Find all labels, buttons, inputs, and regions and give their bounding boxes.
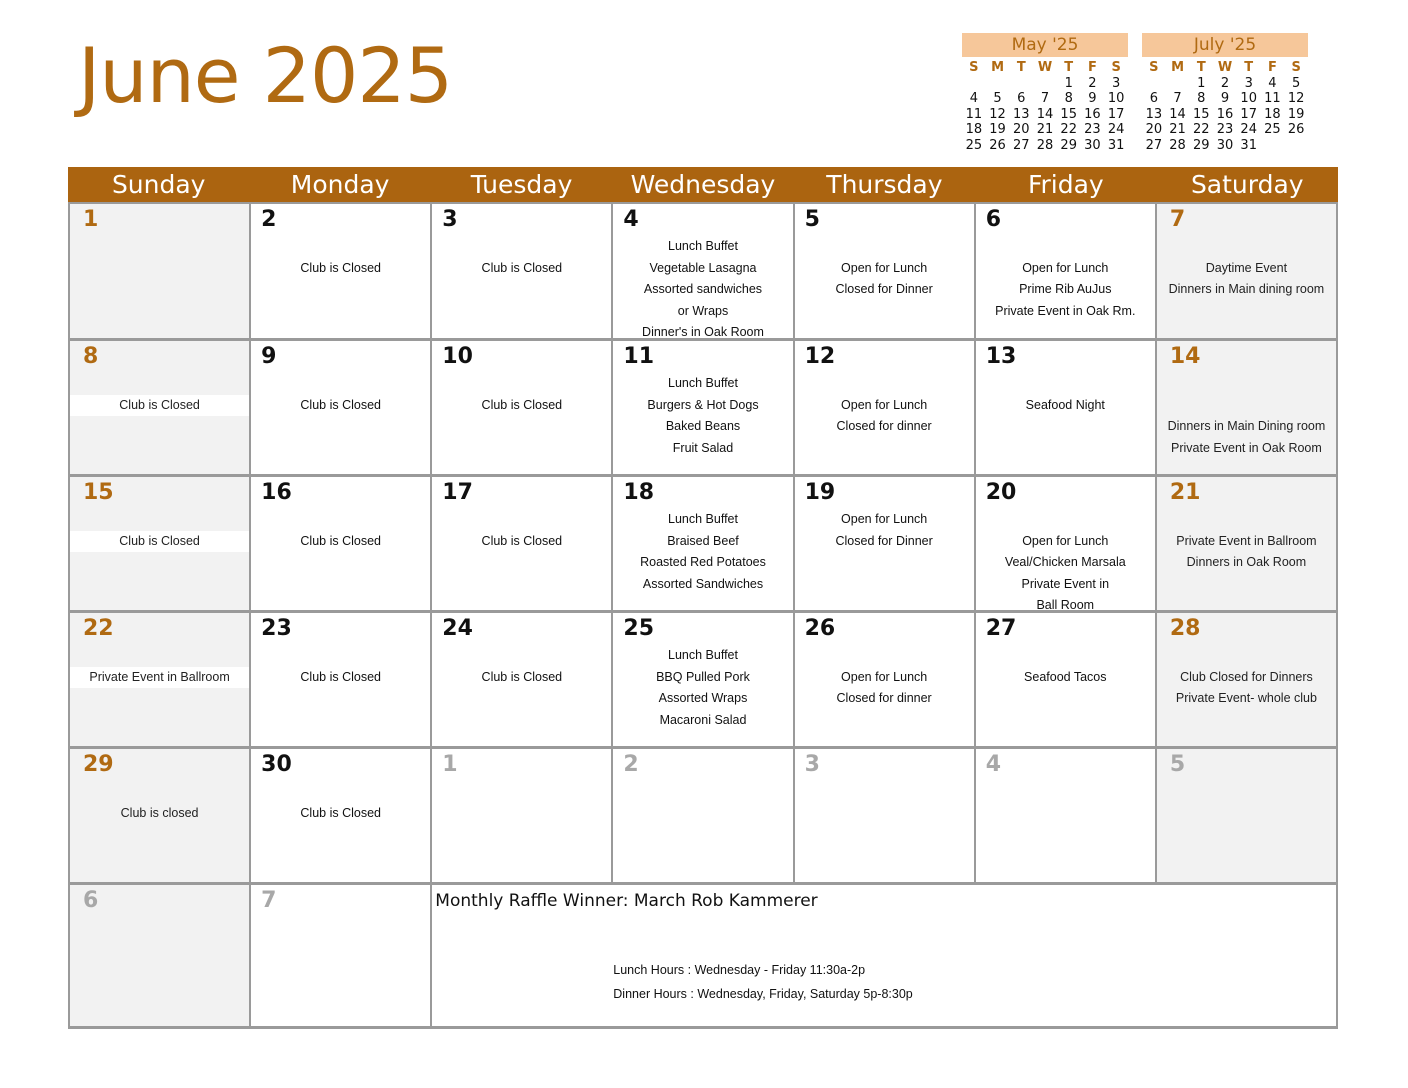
day-events — [976, 258, 1155, 323]
day-events — [432, 258, 611, 280]
mini-day: 28 — [1169, 137, 1186, 153]
day-number: 10 — [442, 344, 473, 369]
day-cell[interactable] — [251, 477, 432, 613]
event-line: Club is Closed — [300, 669, 381, 684]
day-number: 12 — [804, 344, 836, 369]
day-number: 22 — [83, 616, 114, 641]
mini-day: 15 — [1060, 106, 1077, 122]
day-cell[interactable] — [795, 202, 976, 341]
mini-weekday-label: T — [1064, 60, 1074, 75]
day-cell[interactable] — [70, 885, 251, 1026]
event-line: Open for Lunch — [841, 260, 928, 275]
mini-weekday-label: M — [1171, 60, 1185, 75]
day-cell[interactable] — [70, 613, 251, 749]
event-line: or Wraps — [677, 303, 729, 318]
day-number: 2 — [623, 752, 639, 777]
day-events — [976, 395, 1155, 417]
day-cell[interactable] — [613, 749, 794, 885]
mini-day: 20 — [1145, 122, 1163, 138]
day-cell[interactable] — [1157, 477, 1338, 613]
mini-weekday-label: F — [1267, 60, 1277, 75]
day-number: 7 — [1169, 207, 1186, 232]
day-cell[interactable] — [795, 613, 976, 749]
mini-day: 17 — [1240, 106, 1257, 122]
event-line: Prime Rib AuJus — [1019, 282, 1112, 296]
day-events — [432, 667, 611, 689]
mini-day: 29 — [1060, 137, 1077, 153]
mini-day: 1 — [1197, 76, 1206, 91]
day-cell[interactable] — [70, 202, 251, 341]
mini-day — [1166, 76, 1190, 91]
day-number: 26 — [804, 616, 836, 641]
day-cell[interactable] — [976, 613, 1157, 749]
event-line: Lunch Buffet — [668, 648, 738, 662]
mini-day: 11 — [965, 106, 983, 122]
mini-day: 2 — [1220, 76, 1230, 91]
day-cell[interactable] — [432, 477, 613, 613]
event-line: Seafood Night — [1025, 397, 1105, 412]
mini-day: 24 — [1240, 122, 1257, 138]
day-number: 4 — [985, 752, 1002, 777]
day-cell[interactable] — [251, 749, 432, 885]
day-number: 5 — [804, 207, 820, 232]
mini-day: 18 — [965, 122, 983, 138]
day-cell[interactable] — [251, 613, 432, 749]
mini-day: 12 — [1287, 91, 1305, 107]
month-calendar — [68, 167, 1338, 1029]
mini-calendar-title: July '25 — [1142, 33, 1308, 57]
mini-day: 7 — [1173, 91, 1182, 107]
event-line: Seafood Tacos — [1024, 669, 1107, 684]
mini-calendar-weekdays — [1142, 59, 1308, 76]
day-cell[interactable] — [976, 341, 1157, 477]
event-line: Club is Closed — [481, 397, 563, 412]
day-cell[interactable] — [1157, 749, 1338, 885]
day-events — [432, 395, 611, 417]
event-line: Private Event in — [1021, 576, 1110, 591]
day-cell[interactable] — [1157, 341, 1338, 477]
day-number: 30 — [261, 752, 292, 777]
day-number: 9 — [261, 344, 277, 369]
mini-day: 8 — [1197, 91, 1206, 107]
day-number: 29 — [83, 752, 114, 777]
day-events — [613, 373, 792, 459]
mini-day: 26 — [989, 137, 1006, 153]
mini-day: 23 — [1216, 122, 1234, 138]
mini-weekday-label: T — [1196, 60, 1206, 75]
mini-day: 30 — [1084, 137, 1101, 153]
mini-day: 22 — [1193, 122, 1210, 138]
mini-day — [962, 76, 986, 91]
mini-weekday-label: S — [1291, 60, 1301, 75]
event-line: Fruit Salad — [672, 440, 734, 455]
day-cell[interactable] — [1157, 202, 1338, 341]
mini-day: 10 — [1240, 91, 1257, 107]
event-line: Private Event in Ballroom — [1176, 533, 1317, 548]
event-line: Private Event in Oak Room — [1171, 440, 1322, 455]
dinner-hours-text: Dinner Hours : Wednesday, Friday, Saturday 5p-8:30p — [613, 987, 913, 1001]
event-line: Private Event in Ballroom — [70, 667, 249, 689]
event-line: Private Event in Oak Rm. — [995, 303, 1136, 318]
day-events — [976, 667, 1155, 689]
event-line: Dinner's in Oak Room — [642, 325, 764, 339]
event-line: Club is Closed — [300, 260, 381, 275]
event-line: Open for Lunch — [1022, 533, 1109, 548]
event-line: Club is Closed — [481, 669, 563, 684]
mini-day: 16 — [1084, 106, 1101, 122]
day-events — [795, 395, 974, 438]
mini-weekday-label: F — [1087, 60, 1097, 75]
mini-calendar-may — [962, 33, 1128, 153]
day-number: 7 — [261, 888, 277, 913]
mini-day: 18 — [1264, 106, 1281, 122]
event-line: Dinners in Main Dining room — [1167, 419, 1326, 433]
event-line: Closed for Dinner — [835, 533, 933, 548]
day-events — [251, 667, 430, 689]
mini-day: 29 — [1193, 137, 1210, 153]
event-line: Macaroni Salad — [659, 712, 747, 727]
day-number: 1 — [83, 207, 99, 232]
weekday-header-saturday: Saturday — [1190, 170, 1304, 199]
event-line: Open for Lunch — [841, 669, 928, 684]
mini-weekday-label: W — [1217, 60, 1233, 75]
mini-day: 19 — [989, 122, 1006, 138]
event-line: BBQ Pulled Pork — [656, 669, 750, 684]
mini-day: 28 — [1036, 137, 1054, 153]
event-line: Closed for dinner — [836, 691, 932, 705]
day-number: 28 — [1169, 616, 1201, 641]
day-cell[interactable] — [251, 885, 432, 1026]
raffle-winner-text: Monthly Raffle Winner: March Rob Kammerer — [435, 891, 818, 911]
mini-calendar-weekdays — [962, 59, 1128, 76]
day-events — [1157, 531, 1336, 574]
day-events — [1157, 667, 1336, 710]
weekday-header-monday: Monday — [290, 170, 390, 199]
day-number: 24 — [442, 616, 473, 641]
day-events — [70, 803, 249, 825]
mini-day: 6 — [1017, 91, 1026, 107]
mini-day: 15 — [1193, 106, 1210, 122]
mini-day: 22 — [1060, 122, 1077, 138]
event-line: Braised Beef — [667, 533, 739, 548]
notes-row — [68, 885, 1338, 1029]
mini-day: 3 — [1111, 76, 1121, 91]
day-number: 27 — [985, 616, 1017, 641]
mini-day: 11 — [1264, 91, 1281, 107]
day-number: 17 — [442, 480, 473, 505]
mini-day: 31 — [1107, 137, 1125, 153]
mini-weekday-label: S — [1149, 60, 1159, 75]
event-line: Club is Closed — [300, 805, 381, 820]
event-line: Open for Lunch — [1022, 260, 1109, 275]
day-number: 23 — [261, 616, 292, 641]
day-events — [251, 395, 430, 417]
day-number: 6 — [83, 888, 99, 913]
mini-day: 6 — [1149, 91, 1158, 107]
day-events — [613, 509, 792, 595]
day-cell[interactable] — [70, 749, 251, 885]
mini-weekday-label: T — [1016, 60, 1026, 75]
mini-day — [1142, 76, 1166, 91]
mini-day: 17 — [1107, 106, 1125, 122]
mini-day: 7 — [1040, 91, 1050, 107]
day-number: 19 — [804, 480, 836, 505]
day-number: 16 — [261, 480, 292, 505]
lunch-hours-text: Lunch Hours : Wednesday - Friday 11:30a-2p — [613, 963, 866, 977]
day-cell[interactable] — [432, 749, 613, 885]
day-events — [795, 667, 974, 710]
mini-weekday-label: S — [1111, 60, 1121, 75]
event-line: Open for Lunch — [841, 397, 928, 412]
page-title: June 2025 — [78, 31, 453, 120]
day-events — [251, 803, 430, 825]
mini-day: 31 — [1240, 137, 1257, 153]
day-number: 4 — [623, 207, 639, 232]
day-events — [1157, 258, 1336, 301]
day-events — [70, 667, 249, 689]
event-line: Lunch Buffet — [668, 512, 738, 526]
day-cell[interactable] — [976, 749, 1157, 885]
day-cell[interactable] — [613, 341, 794, 477]
day-cell[interactable] — [432, 202, 613, 341]
day-number: 5 — [1169, 752, 1186, 777]
event-line: Club is Closed — [481, 260, 563, 275]
mini-day: 27 — [1013, 137, 1030, 153]
mini-weekday-label: W — [1037, 60, 1053, 75]
event-line: Burgers & Hot Dogs — [647, 397, 759, 412]
mini-day: 21 — [1169, 122, 1186, 138]
mini-day — [1009, 76, 1033, 91]
event-line: Roasted Red Potatoes — [640, 555, 766, 569]
mini-day: 1 — [1064, 76, 1073, 91]
weekday-header-wednesday: Wednesday — [630, 170, 776, 199]
day-cell[interactable] — [976, 477, 1157, 613]
mini-day — [986, 76, 1010, 91]
day-cell[interactable] — [251, 341, 432, 477]
day-cell[interactable] — [795, 477, 976, 613]
day-cell[interactable] — [613, 477, 794, 613]
mini-calendar-july — [1142, 33, 1308, 153]
event-line: Assorted sandwiches — [643, 282, 763, 296]
mini-day: 16 — [1216, 106, 1234, 122]
event-line: Closed for Dinner — [835, 282, 933, 296]
day-events — [70, 395, 249, 417]
day-cell[interactable] — [795, 341, 976, 477]
day-cell[interactable] — [432, 341, 613, 477]
mini-day: 13 — [1013, 106, 1030, 122]
mini-day: 3 — [1244, 76, 1253, 91]
mini-weekday-label: S — [969, 60, 979, 75]
day-number: 13 — [985, 344, 1017, 369]
event-line: Club is Closed — [300, 397, 381, 412]
mini-calendar-days — [1142, 76, 1308, 153]
mini-day: 10 — [1107, 91, 1125, 107]
day-events — [795, 258, 974, 301]
day-events — [251, 258, 430, 280]
mini-day: 21 — [1036, 122, 1054, 138]
day-number: 11 — [623, 344, 655, 369]
day-number: 2 — [261, 207, 277, 232]
mini-day: 30 — [1216, 137, 1234, 153]
day-number: 25 — [623, 616, 655, 641]
day-number: 3 — [442, 207, 458, 232]
event-line: Assorted Wraps — [658, 691, 748, 705]
mini-day: 26 — [1287, 122, 1305, 138]
day-cell[interactable] — [613, 613, 794, 749]
event-line: Open for Lunch — [841, 512, 928, 526]
mini-day — [1033, 76, 1057, 91]
day-cell[interactable] — [976, 202, 1157, 341]
mini-day: 4 — [969, 91, 978, 107]
day-events — [976, 531, 1155, 617]
mini-day: 2 — [1088, 76, 1097, 91]
day-number: 3 — [804, 752, 820, 777]
mini-calendar-days — [962, 76, 1128, 153]
weekday-header-tuesday: Tuesday — [470, 170, 573, 199]
mini-day: 8 — [1064, 91, 1073, 107]
mini-weekday-label: T — [1244, 60, 1254, 75]
event-line: Dinners in Main dining room — [1168, 282, 1325, 296]
mini-day: 27 — [1145, 137, 1163, 153]
day-number: 15 — [83, 480, 114, 505]
day-number: 1 — [442, 752, 458, 777]
event-line: Lunch Buffet — [668, 239, 738, 253]
event-line: Closed for dinner — [836, 419, 932, 433]
event-line: Dinners in Oak Room — [1186, 555, 1307, 569]
event-line: Club is Closed — [70, 395, 249, 417]
mini-day: 25 — [1264, 122, 1281, 138]
day-number: 21 — [1169, 480, 1201, 505]
day-number: 14 — [1169, 344, 1201, 369]
event-line: Ball Room — [1036, 598, 1095, 612]
day-cell[interactable] — [251, 202, 432, 341]
day-events — [795, 509, 974, 552]
event-line: Assorted Sandwiches — [642, 576, 764, 591]
day-events — [613, 645, 792, 731]
mini-calendar-title: May '25 — [962, 33, 1128, 57]
mini-day: 24 — [1107, 122, 1125, 138]
weekday-header-friday: Friday — [1027, 170, 1104, 199]
day-cell[interactable] — [795, 749, 976, 885]
event-line: Club Closed for Dinners — [1180, 669, 1313, 684]
day-events — [70, 531, 249, 553]
mini-day: 9 — [1088, 91, 1097, 107]
event-line: Lunch Buffet — [668, 376, 738, 390]
weekday-header-thursday: Thursday — [826, 170, 943, 199]
event-line: Club is Closed — [481, 533, 563, 548]
day-number: 20 — [985, 480, 1017, 505]
mini-day: 13 — [1145, 106, 1163, 122]
weekday-header-sunday: Sunday — [111, 170, 206, 199]
event-line: Club is closed — [120, 805, 199, 820]
event-line: Baked Beans — [665, 419, 741, 433]
mini-day: 4 — [1268, 76, 1277, 91]
day-number: 6 — [985, 207, 1002, 232]
day-cell[interactable] — [70, 341, 251, 477]
notes-box — [432, 885, 1338, 1026]
day-events — [613, 236, 792, 344]
weekday-header-row — [68, 167, 1338, 202]
mini-day: 9 — [1220, 91, 1230, 107]
day-number: 8 — [83, 344, 99, 369]
day-cell[interactable] — [1157, 613, 1338, 749]
mini-weekday-label: M — [991, 60, 1005, 75]
day-cell[interactable] — [70, 477, 251, 613]
mini-day: 5 — [1291, 76, 1301, 91]
event-line: Veal/Chicken Marsala — [1004, 555, 1126, 569]
event-line: Club is Closed — [70, 531, 249, 553]
day-events — [251, 531, 430, 553]
day-events — [432, 531, 611, 553]
mini-day: 5 — [993, 91, 1002, 107]
day-cell[interactable] — [432, 613, 613, 749]
mini-day: 23 — [1084, 122, 1101, 138]
day-cell[interactable] — [613, 202, 794, 341]
mini-day: 14 — [1169, 106, 1186, 122]
mini-day: 12 — [989, 106, 1006, 122]
event-line: Club is Closed — [300, 533, 381, 548]
event-line: Private Event- whole club — [1175, 691, 1317, 705]
mini-day: 20 — [1013, 122, 1030, 138]
mini-day: 25 — [965, 137, 983, 153]
mini-day: 19 — [1287, 106, 1305, 122]
day-events — [1157, 416, 1336, 459]
calendar-grid — [68, 202, 1338, 885]
day-number: 18 — [623, 480, 655, 505]
mini-day: 14 — [1036, 106, 1054, 122]
event-line: Vegetable Lasagna — [649, 260, 757, 275]
event-line: Daytime Event — [1205, 260, 1288, 275]
